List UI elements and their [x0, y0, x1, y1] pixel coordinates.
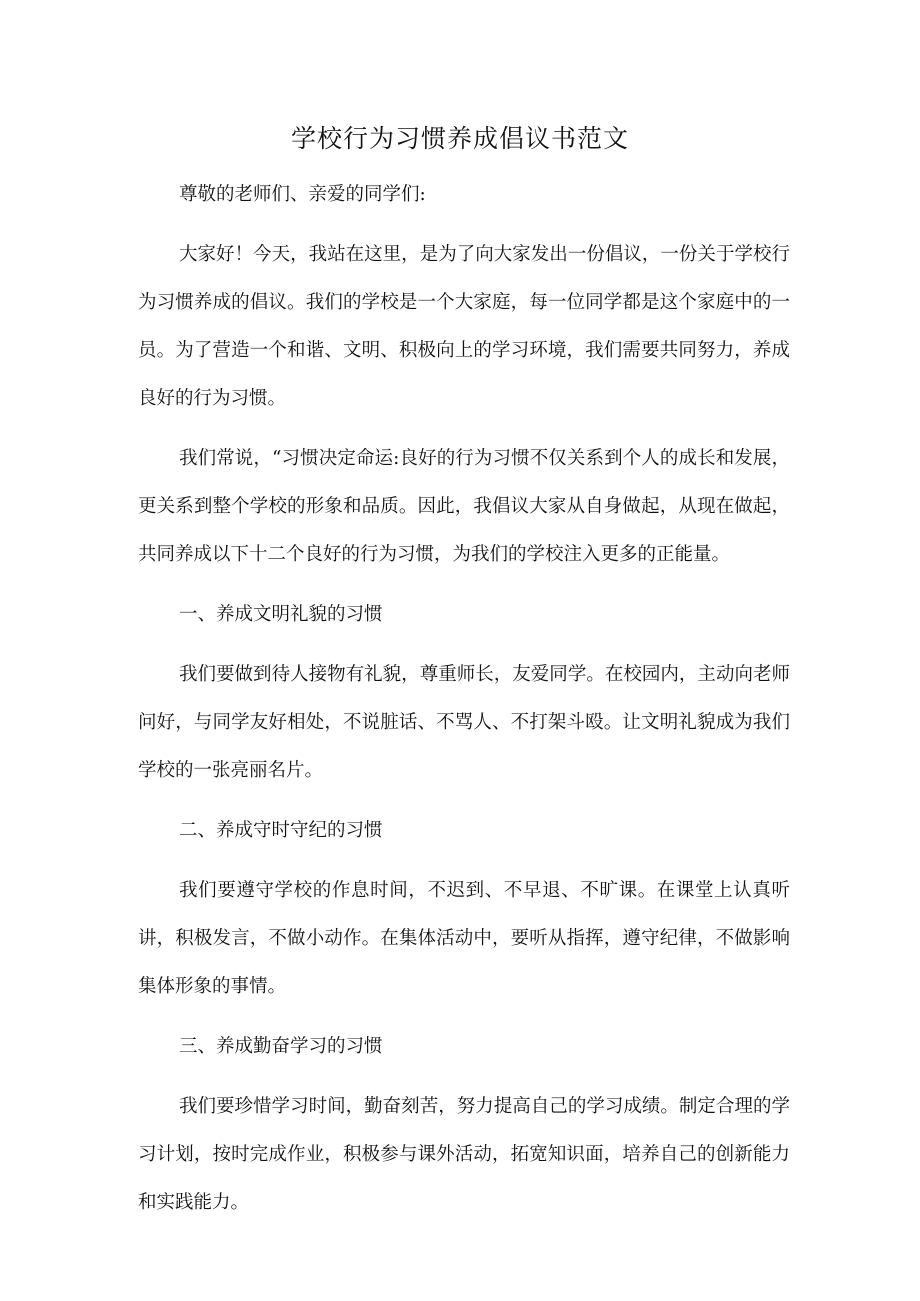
section-heading-punctuality: 二、养成守时守纪的习惯	[179, 820, 383, 841]
paragraph-greeting: 大家好！今天，我站在这里，是为了向大家发出一份倡议，一份关于学校行为习惯养成的倡议。我们的学校是一个大家庭，每一位同学都是这个家庭中的一员。为了营造一个和谐、文明、积极向上的学习环境，我们需要共同努力，养成良好的行为习惯。	[138, 244, 790, 409]
section-heading-courtesy: 一、养成文明礼貌的习惯	[179, 604, 383, 625]
paragraph-habits-intro: 我们常说，“习惯决定命运:良好的行为习惯不仅关系到个人的成长和发展，更关系到整个学校的形象和品质。因此，我倡议大家从自身做起，从现在做起，共同养成以下十二个良好的行为习惯，为我们的学校注入更多的正能量。	[138, 448, 790, 565]
section-text-punctuality: 我们要遵守学校的作息时间，不迟到、不早退、不旷课。在课堂上认真听讲，积极发言，不做小动作。在集体活动中，要听从指挥，遵守纪律，不做影响集体形象的事情。	[138, 880, 790, 997]
document-title: 学校行为习惯养成倡议书范文	[290, 124, 629, 153]
section-text-diligence: 我们要珍惜学习时间，勤奋刻苦，努力提高自己的学习成绩。制定合理的学习计划，按时完成作业，积极参与课外活动，拓宽知识面，培养自己的创新能力和实践能力。	[138, 1096, 790, 1213]
section-heading-diligence: 三、养成勤奋学习的习惯	[179, 1036, 383, 1057]
document-body	[138, 171, 790, 1239]
salutation: 尊敬的老师们、亲爱的同学们:	[179, 184, 426, 205]
section-text-courtesy: 我们要做到待人接物有礼貌，尊重师长，友爱同学。在校园内，主动向老师问好，与同学友好相处，不说脏话、不骂人、不打架斗殴。让文明礼貌成为我们学校的一张亮丽名片。	[138, 664, 790, 781]
